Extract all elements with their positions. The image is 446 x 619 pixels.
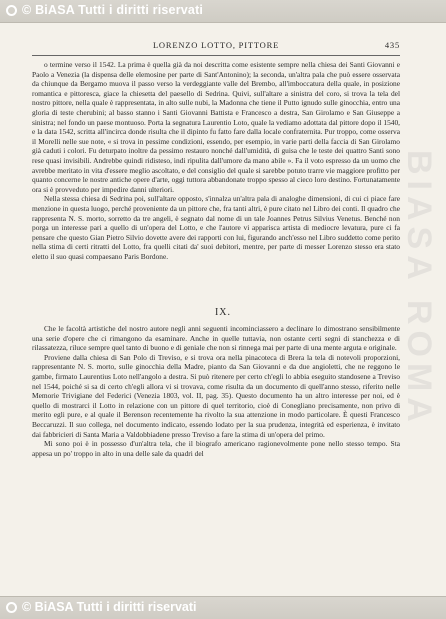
section-heading: IX. [214, 307, 232, 318]
body-text-bottom [32, 324, 400, 458]
paragraph: Che le facoltà artistiche del nostro autore negli anni seguenti incominciassero a declinare lo dimostrano sensibilmente una serie d'opere che ci rimangono da esaminare. Anche in quelle tuttavia, non ostante certi segni di stanchezza e di rilassatezza, riluce sempre quel tanto di buono e di geniale che non si rinnega mai per parte di una mente arguta e originale. [32, 324, 400, 353]
body-text-top [32, 60, 400, 261]
copyright-logo-icon [6, 5, 17, 16]
side-watermark: BIASA ROMA [400, 150, 438, 428]
paragraph: Proviene dalla chiesa di San Polo di Treviso, e si trova ora nella pinacoteca di Brera la tela di notevoli proporzioni, rappresentante N. S. morto, sulle ginocchia della Madre, pianto da San Giovanni e da due angioletti, che ne reggono le gambe, firmato Laurentius Loto nell'angolo a destra. Si può ritenere per certo ch'egli lo abbia eseguito standosene a Treviso nel 1544, poiché si sa di certo ch'egli allora vi si trovava, come risulta da un documento di quell'anno stesso, riferito nelle Memorie Trivigiane del Federici (Venezia 1803, vol. II, pag. 35). Questo documento ha un altro interesse per noi, ed è quello di mostrarci il Lotto in relazione con un pittore di quel territorio, cioè di Conegliano precisamente, non privo di merito egli pure, e al quale il Berenson recentemente ha rivolto la sua attenzione in modo particolare. È questi Francesco Beccaruzzi. Il suo collega, nel documento indicato, essendo lodato per la sua prudenza, integrità ed esperienza, è invitato dai fabbricieri di Santa Maria a Valdobbiadene presso Treviso a fare la stima di un'opera del primo. [32, 352, 400, 439]
paragraph: Mi sono poi è in possesso d'un'altra tela, che il biografo americano ragionevolmente pone nello stesso tempo. Sta appesa un po' troppo in alto in una delle sale da quadri del [32, 439, 400, 458]
paragraph: o termine verso il 1542. La prima è quella già da noi descritta come esistente sempre nella chiesa dei Santi Giovanni e Paolo a Venezia (la dispensa delle elemosine per parte di Sant'Antonino); la seconda, un'altra pala che può essere osservata da chiunque da Bergamo muova il passo verso la verdeggiante valle del Brembo, all'imboccatura della quale, in posizione romantica e pittoresca, giace la chiesetta del paesello di Sedrina. Quivi, sull'altare a sinistra del coro, si trova la tela del nostro pittore, nella quale è rappresentata, in alto sulle nubi, la Madonna che tiene il Putto ignudo sulle ginocchia, entro una gloria di teste cherubini; al basso stanno i Santi Giovanni Battista e Francesco a destra, San Girolamo e San Giuseppe a sinistra; nel fondo un paese montuoso. Porta la segnatura Laurentio Loto, quale la vediamo adottata dal pittore dopo il 1540, e la data 1542, scritta all'incirca donde risulta che il dipinto fu fatto fare dalla locale confraternita. Pur troppo, come osserva il Morelli nelle sue note, « si trova in pessime condizioni, essendo, per esempio, in varie parti della faccia di San Girolamo già caduti i colori. Fu deturpato inoltre da pessimo restauro nonché dall'umidità, di guisa che le teste dei quattro Santi sono rese quasi invisibili. Andrebbe quindi ridisteso, indi ripulita dall'umore da mano abile ». Fa il voto espresso da un uomo che avrebbe meritato in vita d'essere meglio ascoltato, e del consiglio del quale si sarebbe potuto trarre vie maggiore profitto per quanto concerne le nostre antiche opere d'arte, oggi tuttora abbandonate troppo spesso al cieco loro destino. Fortunatamente ora si è provveduto per impedire danni ulteriori. [32, 60, 400, 194]
footer-banner-text: © BiASA Tutti i diritti riservati [22, 600, 197, 614]
copyright-footer-banner [0, 596, 446, 619]
page-number: 435 [384, 40, 400, 50]
page-header [32, 40, 400, 54]
copyright-logo-icon [6, 602, 17, 613]
paragraph: Nella stessa chiesa di Sedrina poi, sull'altare opposto, s'innalza un'altra pala di analoghe dimensioni, di cui ci piace fare menzione in questa luogo, perché proveniente da un pittore che, fra tanti altri, è pure citato nel Libro dei conti. Il quadro che rappresenta N. S. morto, sorretto da tre angeli, è segnato dal nome di un tale Joannes Petrus Silvius Venetus. Benché non porga un interesse pari a quello di un'opera del Lotto, e che l'autore vi apparisca artista di mediocre levatura, pure ci fa pensare che questo Gian Pietro Silvio dovette avere dei rapporti con lui, figurando anch'esso nel Libro suddetto come perito nella stima di certi ritratti del Lotto, fra quelli citati da' suoi debitori, mentre, per parte di messer Lorenzo stesso era stato eletto il suo quasi compaesano Paris Bordone. [32, 194, 400, 261]
copyright-banner [0, 0, 446, 23]
running-title: LORENZO LOTTO, PITTORE [152, 40, 280, 50]
banner-text: © BiASA Tutti i diritti riservati [22, 3, 204, 17]
header-rule [32, 55, 400, 56]
